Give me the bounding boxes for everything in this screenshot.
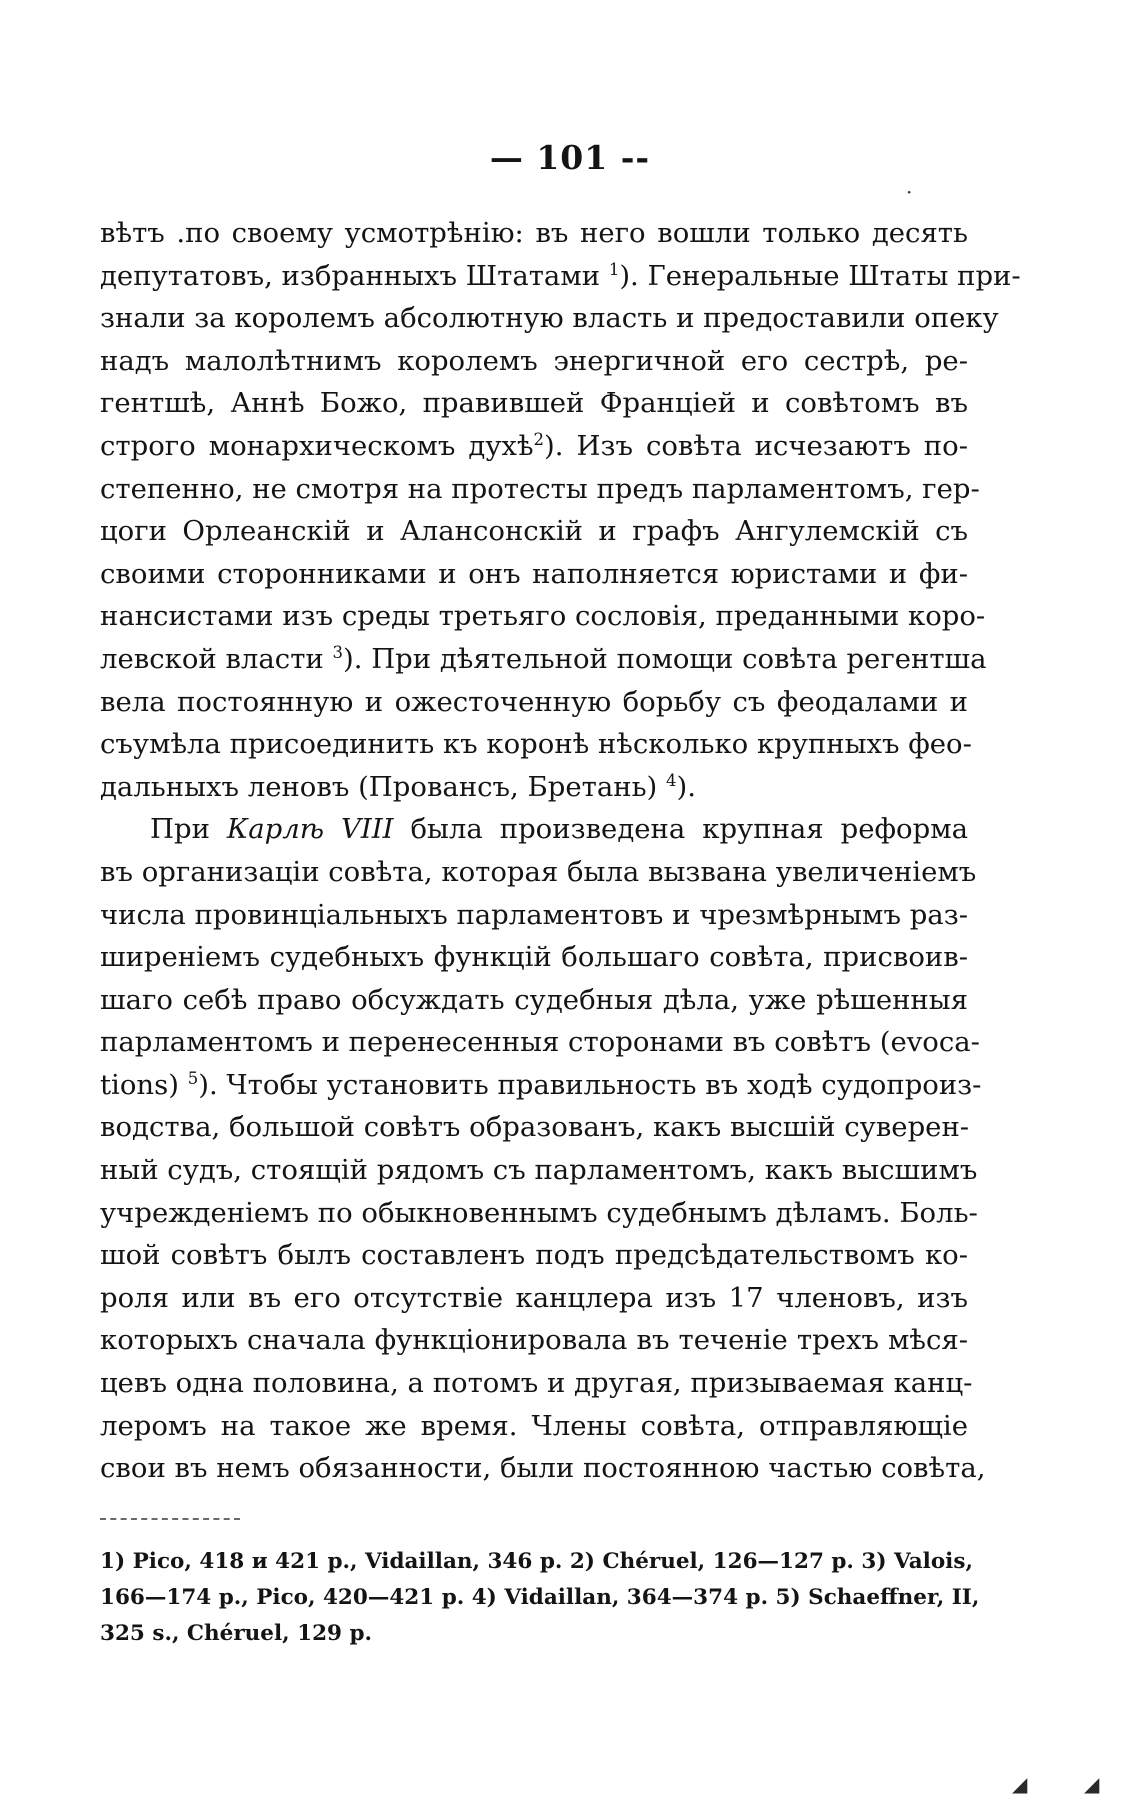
text-line: гентшѣ, Аннѣ Божо, правившей Франціей и совѣтомъ въ xyxy=(100,387,968,420)
text-line: надъ малолѣтнимъ королемъ энергичной его сестрѣ, ре- xyxy=(100,344,968,377)
text-line: въ организаціи совѣта, которая была вызвана увеличеніемъ xyxy=(100,855,977,888)
text-line: строго монархическомъ духѣ$^2$). Изъ совѣта исчезаютъ по- xyxy=(100,429,968,462)
text-line: левской власти $^3$). При дѣятельной помощи совѣта регентша xyxy=(100,642,987,675)
text-line: степенно, не смотря на протесты предъ парламентомъ, гер- xyxy=(100,472,980,505)
text-line: нансистами изъ среды третьяго сословія, преданными коро- xyxy=(100,600,986,633)
italic-name: Карлѣ VIII xyxy=(226,813,394,846)
footnote-ref: 2 xyxy=(533,429,545,449)
text-line: шаго себѣ право обсуждать судебныя дѣла, уже рѣшенныя xyxy=(100,983,968,1016)
footnote-line: 325 s., Chéruel, 129 p. xyxy=(100,1621,373,1646)
text-line: цоги Орлеанскій и Алансонскій и графъ Ангулемскій съ xyxy=(100,515,968,548)
text-line: съумѣла присоединить къ коронѣ нѣсколько крупныхъ фео- xyxy=(100,728,972,761)
text-line: водства, большой совѣтъ образованъ, какъ высшій суверен- xyxy=(100,1111,970,1144)
text-line: учрежденіемъ по обыкновеннымъ судебнымъ дѣламъ. Боль- xyxy=(100,1196,978,1229)
text-line: ный судъ, стоящій рядомъ съ парламентомъ, какъ высшимъ xyxy=(100,1154,978,1187)
text-line: депутатовъ, избранныхъ Штатами $^1$). Генеральные Штаты при- xyxy=(100,259,1021,292)
text-line: При Карлѣ VIII была произведена крупная реформа xyxy=(150,813,968,846)
footnote-line: 1) Pico, 418 и 421 p., Vidaillan, 346 p. 2) Chéruel, 126—127 p. 3) Valois, xyxy=(100,1549,973,1574)
page-number: — 101 -- xyxy=(489,138,651,177)
text-line: роля или въ его отсутствіе канцлера изъ 17 членовъ, изъ xyxy=(100,1281,968,1314)
footnote-ref: 3 xyxy=(332,642,343,662)
speck-mark: · xyxy=(906,180,913,204)
text-line: числа провинціальныхъ парламентовъ и чрезмѣрнымъ раз- xyxy=(100,898,968,931)
footnote-separator xyxy=(100,1518,240,1520)
text-line: ширеніемъ судебныхъ функцій большаго совѣта, присвоив- xyxy=(100,941,968,974)
footnote-line: 166—174 p., Pico, 420—421 p. 4) Vidaillan, 364—374 p. 5) Schaeffner, II, xyxy=(100,1585,980,1610)
footnotes xyxy=(100,1544,980,1652)
text-line: парламентомъ и перенесенныя сторонами въ совѣтъ (evoca- xyxy=(100,1026,980,1059)
text-line: свои въ немъ обязанности, были постоянною частью совѣта, xyxy=(100,1452,986,1485)
text-line: цевъ одна половина, а потомъ и другая, призываемая канц- xyxy=(100,1367,973,1400)
footnote-ref: 4 xyxy=(666,770,677,790)
text-line: tions) $^5$). Чтобы установить правильность въ ходѣ судопроиз- xyxy=(100,1068,982,1101)
text-line: леромъ на такое же время. Члены совѣта, отправляющіе xyxy=(100,1409,968,1442)
main-text xyxy=(100,212,1021,1490)
footnote-ref: 5 xyxy=(187,1068,199,1088)
text-line: шой совѣтъ былъ составленъ подъ предсѣдательствомъ ко- xyxy=(100,1239,968,1272)
footnote-ref: 1 xyxy=(608,259,620,279)
text-line: вѣтъ .по своему усмотрѣнію: въ него вошли только десять xyxy=(100,217,968,249)
text-line: которыхъ сначала функціонировала въ теченіе трехъ мѣся- xyxy=(100,1324,968,1357)
text-line: знали за королемъ абсолютную власть и предоставили опеку xyxy=(100,302,999,335)
corner-mark: ◢ xyxy=(1012,1772,1028,1796)
text-line: вела постоянную и ожесточенную борьбу съ феодалами и xyxy=(100,685,968,718)
text-line: своими сторонниками и онъ наполняется юристами и фи- xyxy=(100,557,968,590)
text-line: дальныхъ леновъ (Провансъ, Бретань) $^4$). xyxy=(100,770,696,803)
corner-mark: ◢ xyxy=(1084,1772,1100,1796)
